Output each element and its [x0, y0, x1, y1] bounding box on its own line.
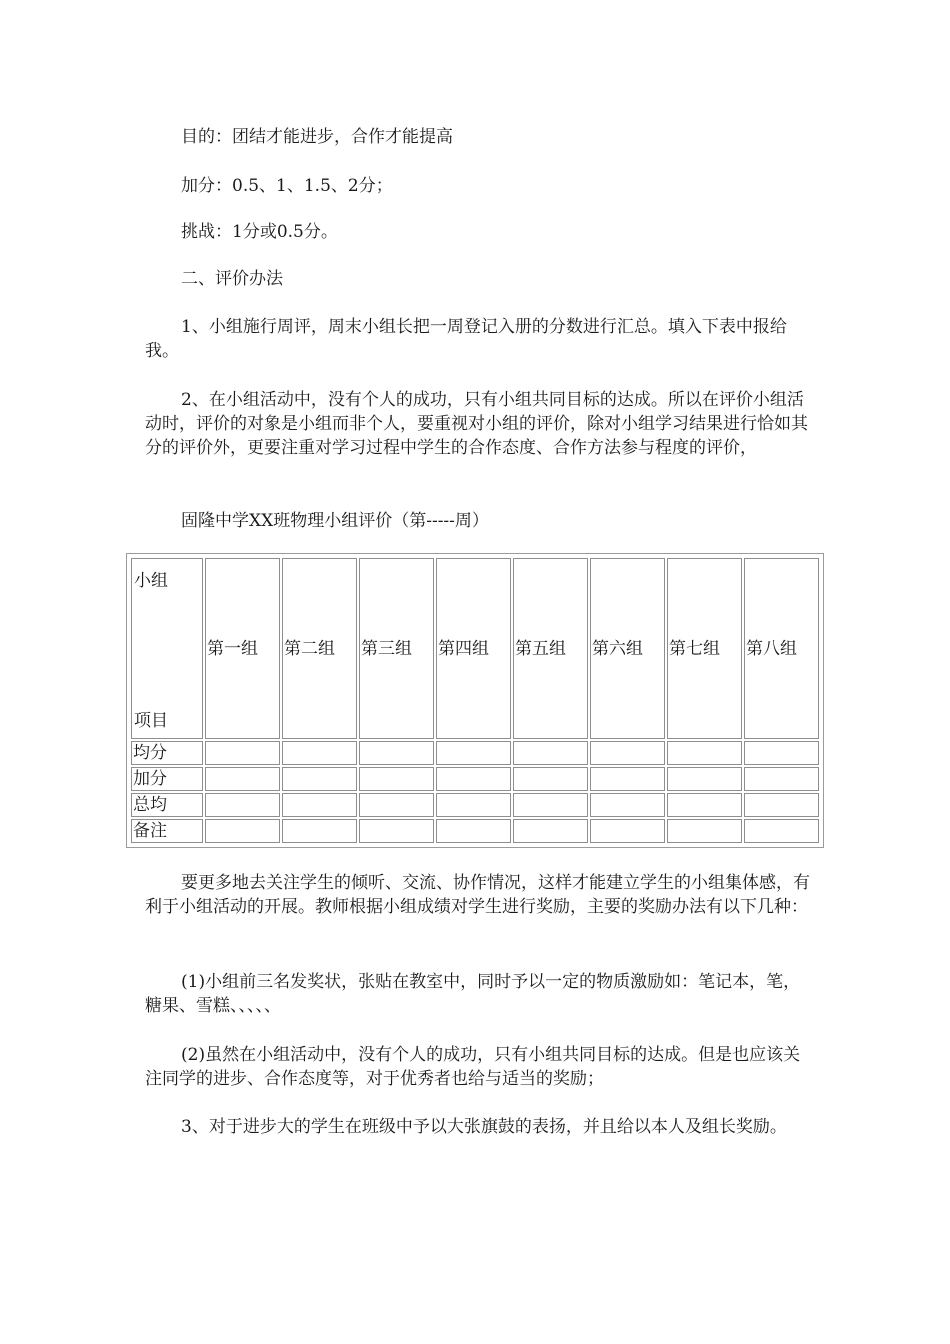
group-header-2: 第二组: [282, 558, 357, 739]
table-cell: [744, 767, 819, 791]
table-cell: [436, 767, 511, 791]
table-cell: [282, 793, 357, 817]
group-header-1: 第一组: [205, 558, 280, 739]
evaluation-table-frame: [126, 553, 824, 848]
group-header-6: 第六组: [590, 558, 665, 739]
table-cell: [205, 819, 280, 843]
group-header-5: 第五组: [513, 558, 588, 739]
section-heading: 二、评价办法: [181, 269, 283, 289]
corner-item-label: 项目: [134, 710, 168, 731]
table-cell: [205, 793, 280, 817]
group-evaluation-paragraph: 2、在小组活动中，没有个人的成功，只有小组共同目标的达成。所以在评价小组活动时，评价的对象是小组而非个人，要重视对小组的评价，除对小组学习结果进行恰如其分的评价外，更要注重对学习过程中学生的合作态度、合作方法参与程度的评价，: [145, 390, 808, 458]
reward-item-3: 3、对于进步大的学生在班级中予以大张旗鼓的表扬，并且给以本人及组长奖励。: [181, 1117, 787, 1137]
table-row: [131, 793, 819, 817]
table-row: [131, 819, 819, 843]
table-cell: [282, 741, 357, 765]
reward-item-1: (1)小组前三名发奖状，张贴在教室中，同时予以一定的物质激励如：笔记本，笔，糖果、雪糕、、、、、: [145, 972, 801, 1016]
table-cell: [744, 819, 819, 843]
table-cell: [282, 819, 357, 843]
table-corner-cell: [131, 558, 203, 739]
bonus-paragraph: 加分：0.5、1、1.5、2分；: [181, 176, 393, 196]
table-cell: [359, 741, 434, 765]
table-cell: [359, 793, 434, 817]
goal-paragraph: 目的：团结才能进步，合作才能提高: [181, 127, 453, 147]
table-header-row: [131, 558, 819, 739]
table-cell: [744, 793, 819, 817]
table-row: [131, 741, 819, 765]
table-cell: [513, 793, 588, 817]
table-cell: [436, 793, 511, 817]
table-cell: [513, 767, 588, 791]
group-header-8: 第八组: [744, 558, 819, 739]
group-header-7: 第七组: [667, 558, 742, 739]
table-cell: [744, 741, 819, 765]
table-cell: [590, 819, 665, 843]
row-label-remarks: 备注: [131, 819, 203, 843]
corner-group-label: 小组: [134, 570, 168, 591]
table-cell: [667, 819, 742, 843]
row-label-average: 均分: [131, 741, 203, 765]
table-cell: [205, 767, 280, 791]
attention-paragraph: 要更多地去关注学生的倾听、交流、协作情况，这样才能建立学生的小组集体感，有利于小组活动的开展。教师根据小组成绩对学生进行奖励，主要的奖励办法有以下几种：: [145, 873, 810, 917]
table-caption: 固隆中学XX班物理小组评价（第-----周）: [181, 511, 489, 531]
table-cell: [667, 741, 742, 765]
challenge-paragraph: 挑战：1分或0.5分。: [181, 222, 338, 242]
table-cell: [282, 767, 357, 791]
table-cell: [205, 741, 280, 765]
table-cell: [513, 741, 588, 765]
table-cell: [436, 741, 511, 765]
table-cell: [590, 793, 665, 817]
group-header-4: 第四组: [436, 558, 511, 739]
table-cell: [359, 819, 434, 843]
table-cell: [436, 819, 511, 843]
table-cell: [667, 793, 742, 817]
reward-item-2: (2)虽然在小组活动中，没有个人的成功，只有小组共同目标的达成。但是也应该关注同学的进步、合作态度等，对于优秀者也给与适当的奖励；: [145, 1045, 801, 1089]
evaluation-table: [129, 556, 821, 845]
table-cell: [590, 767, 665, 791]
row-label-bonus: 加分: [131, 767, 203, 791]
weekly-evaluation-paragraph: 1、小组施行周评，周末小组长把一周登记入册的分数进行汇总。填入下表中报给我。: [145, 317, 787, 361]
table-cell: [590, 741, 665, 765]
table-row: [131, 767, 819, 791]
table-cell: [513, 819, 588, 843]
group-header-3: 第三组: [359, 558, 434, 739]
table-cell: [667, 767, 742, 791]
row-label-total-average: 总均: [131, 793, 203, 817]
table-cell: [359, 767, 434, 791]
